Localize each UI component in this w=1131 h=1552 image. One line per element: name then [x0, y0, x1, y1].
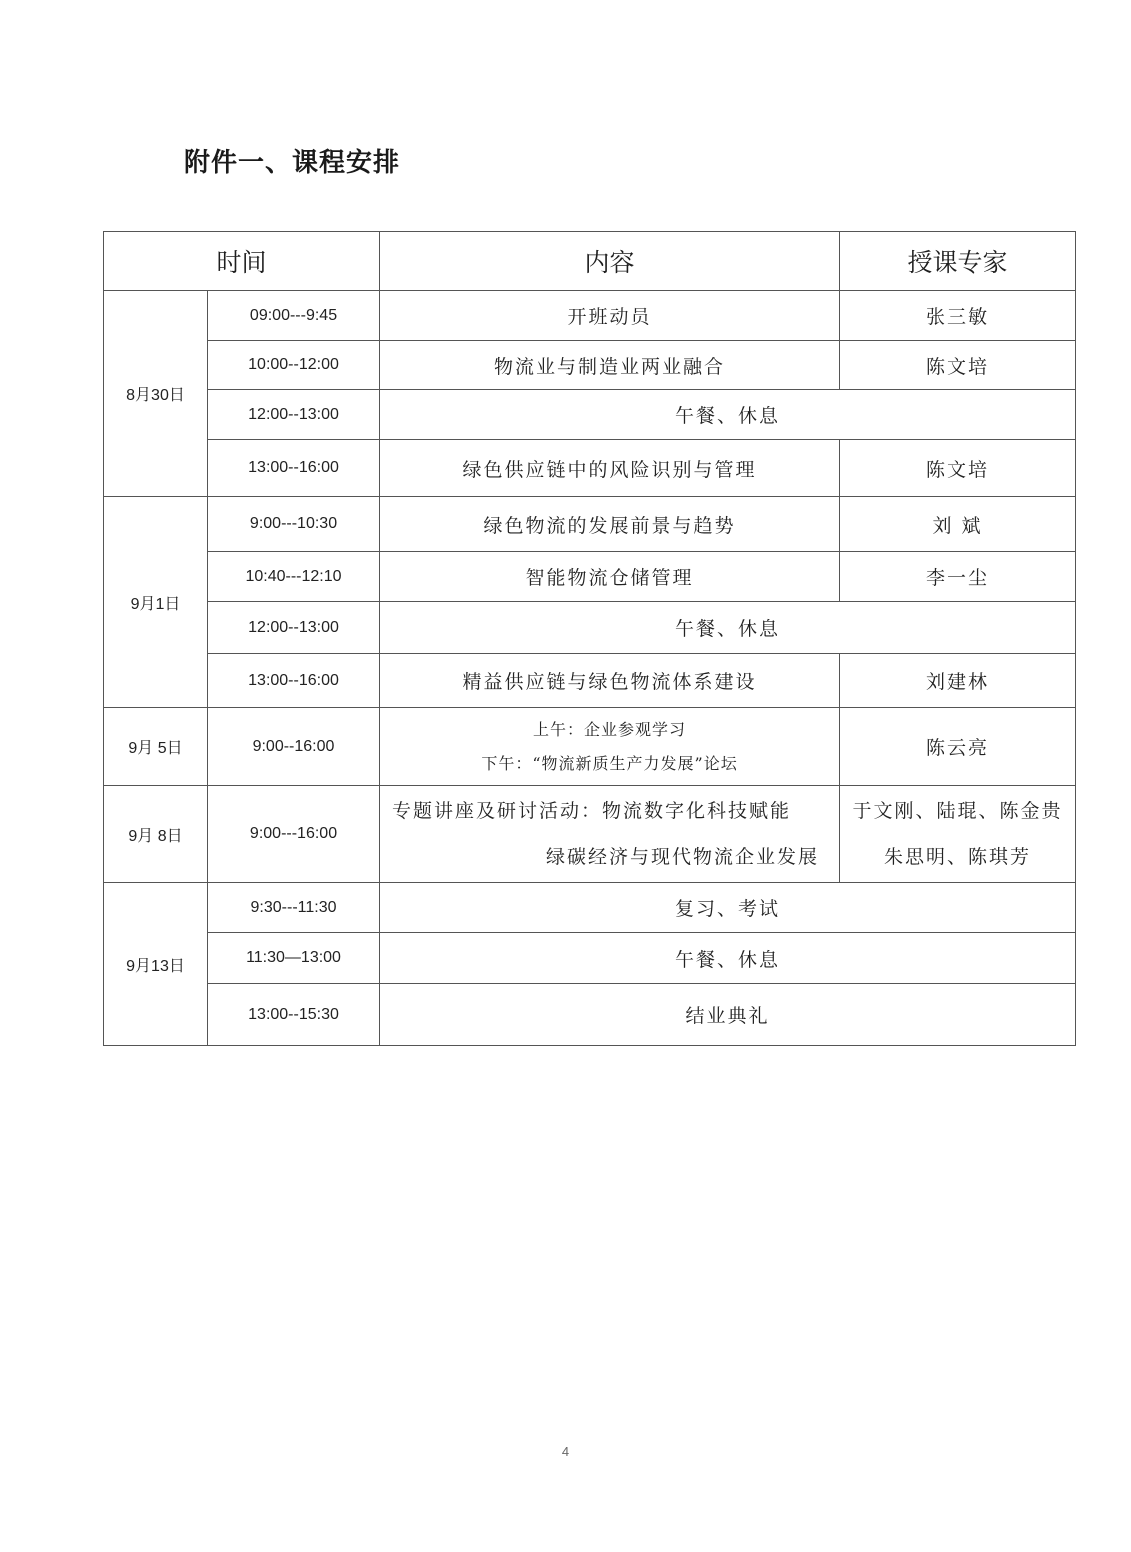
- table-row: [104, 654, 1076, 708]
- table-row: [104, 497, 1076, 552]
- content-cell: [380, 984, 1076, 1046]
- time-cell: 9:30---11:30: [208, 883, 380, 933]
- content-cell: [380, 440, 840, 497]
- time-cell: 13:00--16:00: [208, 440, 380, 497]
- date-cell: 9月 8日: [104, 786, 208, 883]
- date-cell: 8月30日: [104, 291, 208, 497]
- expert-name: 朱思明、陈琪芳: [884, 846, 1032, 868]
- expert-name: 刘 斌: [932, 514, 983, 537]
- expert-cell: [840, 341, 1076, 390]
- expert-cell: [840, 786, 1076, 883]
- time-cell: 10:00--12:00: [208, 341, 380, 390]
- expert-name: 陈文培: [926, 458, 990, 481]
- date-cell: 9月 5日: [104, 708, 208, 786]
- time-cell: 9:00--16:00: [208, 708, 380, 786]
- table-body: [104, 291, 1076, 1046]
- document-title: 附件一、课程安排: [184, 148, 401, 178]
- content-line: 绿碳经济与现代物流企业发展: [546, 846, 820, 868]
- header-expert: 授课专家: [840, 232, 1076, 291]
- header-time: 时间: [104, 232, 380, 291]
- time-cell: 12:00--13:00: [208, 390, 380, 440]
- content-line: 午餐、休息: [675, 948, 781, 971]
- time-cell: 12:00--13:00: [208, 602, 380, 654]
- content-line: 专题讲座及研讨活动：物流数字化科技赋能: [392, 800, 792, 822]
- content-line: 智能物流仓储管理: [525, 567, 694, 589]
- content-cell: [380, 497, 840, 552]
- table-row: [104, 708, 1076, 786]
- table-row: [104, 786, 1076, 883]
- expert-cell: [840, 552, 1076, 602]
- date-cell: 9月1日: [104, 497, 208, 708]
- table-row: [104, 552, 1076, 602]
- table-row: [104, 341, 1076, 390]
- time-cell: 9:00---16:00: [208, 786, 380, 883]
- content-line: 复习、考试: [675, 898, 781, 920]
- content-cell: [380, 390, 1076, 440]
- course-schedule-table: [103, 231, 1076, 1046]
- time-cell: 09:00---9:45: [208, 291, 380, 341]
- content-line: 下午：“物流新质生产力发展”论坛: [481, 753, 738, 773]
- content-line: 上午：企业参观学习: [533, 719, 687, 739]
- expert-cell: [840, 440, 1076, 497]
- time-cell: 13:00--16:00: [208, 654, 380, 708]
- date-cell: 9月13日: [104, 883, 208, 1046]
- content-line: 精益供应链与绿色物流体系建设: [462, 671, 757, 693]
- content-cell: [380, 654, 840, 708]
- expert-name: 于文刚、陆琨、陈金贵: [852, 800, 1063, 822]
- content-line: 开班动员: [567, 306, 652, 328]
- time-cell: 11:30—13:00: [208, 933, 380, 984]
- content-cell: [380, 602, 1076, 654]
- table-row: [104, 602, 1076, 654]
- expert-cell: [840, 708, 1076, 786]
- content-cell: [380, 883, 1076, 933]
- expert-cell: [840, 291, 1076, 341]
- content-line: 午餐、休息: [675, 618, 781, 640]
- content-line: 绿色物流的发展前景与趋势: [483, 514, 736, 537]
- content-cell: [380, 341, 840, 390]
- table-header-row: [104, 232, 1076, 291]
- header-content: 内容: [380, 232, 840, 291]
- table-row: [104, 291, 1076, 341]
- expert-cell: [840, 497, 1076, 552]
- page-number: 4: [561, 1444, 570, 1459]
- content-line: 物流业与制造业两业融合: [494, 355, 726, 378]
- content-cell: [380, 786, 840, 883]
- expert-name: 李一尘: [926, 567, 990, 589]
- content-cell: [380, 291, 840, 341]
- expert-name: 陈云亮: [926, 737, 990, 759]
- time-cell: 9:00---10:30: [208, 497, 380, 552]
- time-cell: 10:40---12:10: [208, 552, 380, 602]
- content-cell: [380, 933, 1076, 984]
- table-row: [104, 440, 1076, 497]
- table-row: [104, 933, 1076, 984]
- content-cell: [380, 708, 840, 786]
- table-row: [104, 883, 1076, 933]
- expert-name: 陈文培: [926, 355, 990, 378]
- expert-name: 刘建林: [926, 671, 990, 693]
- content-cell: [380, 552, 840, 602]
- content-line: 结业典礼: [685, 1005, 770, 1027]
- expert-cell: [840, 654, 1076, 708]
- table-row: [104, 390, 1076, 440]
- content-line: 午餐、休息: [675, 405, 781, 427]
- content-line: 绿色供应链中的风险识别与管理: [462, 458, 757, 481]
- expert-name: 张三敏: [926, 306, 990, 328]
- time-cell: 13:00--15:30: [208, 984, 380, 1046]
- table-row: [104, 984, 1076, 1046]
